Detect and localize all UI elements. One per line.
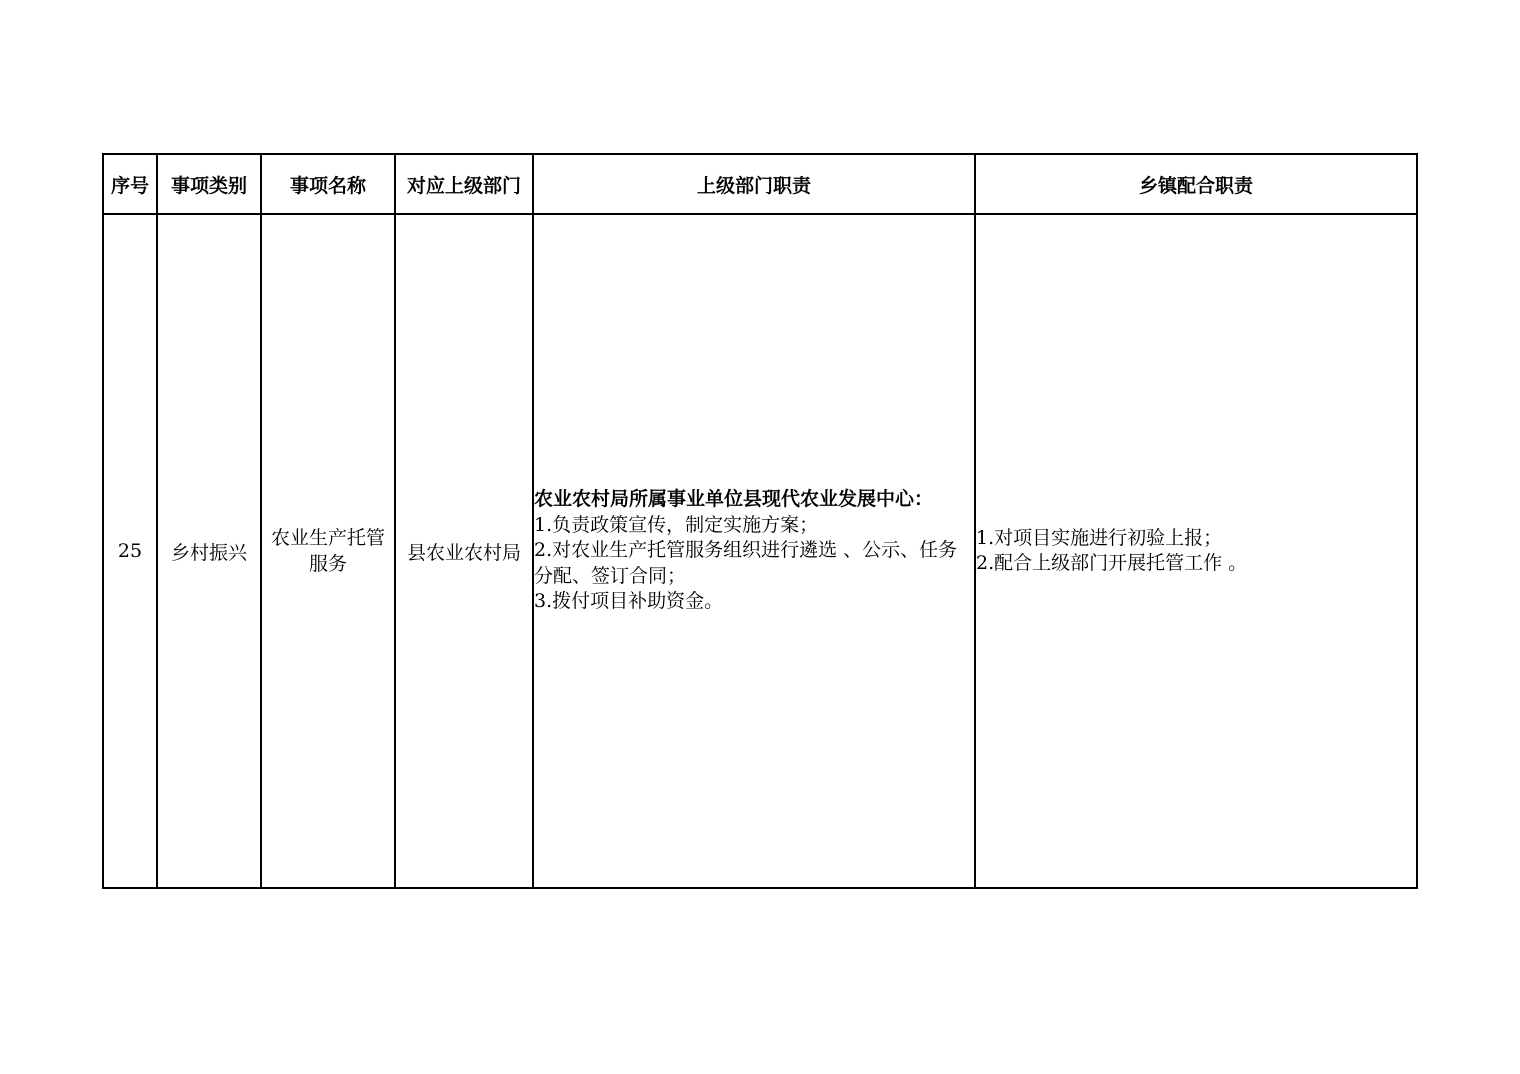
header-upper-duty: 上级部门职责 (533, 154, 975, 214)
upper-duty-item-1: 1.负责政策宣传，制定实施方案； (534, 513, 819, 536)
town-duty-item-1: 1.对项目实施进行初验上报； (976, 526, 1223, 549)
table-row (103, 214, 1417, 888)
row-name: 农业生产托管服务 (261, 214, 395, 888)
upper-duty-heading: 农业农村局所属事业单位县现代农业发展中心： (534, 488, 934, 511)
row-dept: 县农业农村局 (395, 214, 533, 888)
town-duty-item-2: 2.配合上级部门开展托管工作 。 (976, 552, 1248, 574)
duty-table (102, 153, 1418, 889)
header-town-duty: 乡镇配合职责 (975, 154, 1417, 214)
row-upper-duty (533, 214, 975, 888)
header-dept: 对应上级部门 (395, 154, 533, 214)
row-seq: 25 (103, 214, 157, 888)
upper-duty-item-3: 3.拨付项目补助资金。 (534, 590, 724, 613)
row-category: 乡村振兴 (157, 214, 261, 888)
header-row (103, 154, 1417, 214)
header-category: 事项类别 (157, 154, 261, 214)
header-name: 事项名称 (261, 154, 395, 214)
header-seq: 序号 (103, 154, 157, 214)
upper-duty-item-2: 2.对农业生产托管服务组织进行遴选 、公示、任务分配、签订合同； (534, 539, 958, 587)
row-town-duty (975, 214, 1417, 888)
